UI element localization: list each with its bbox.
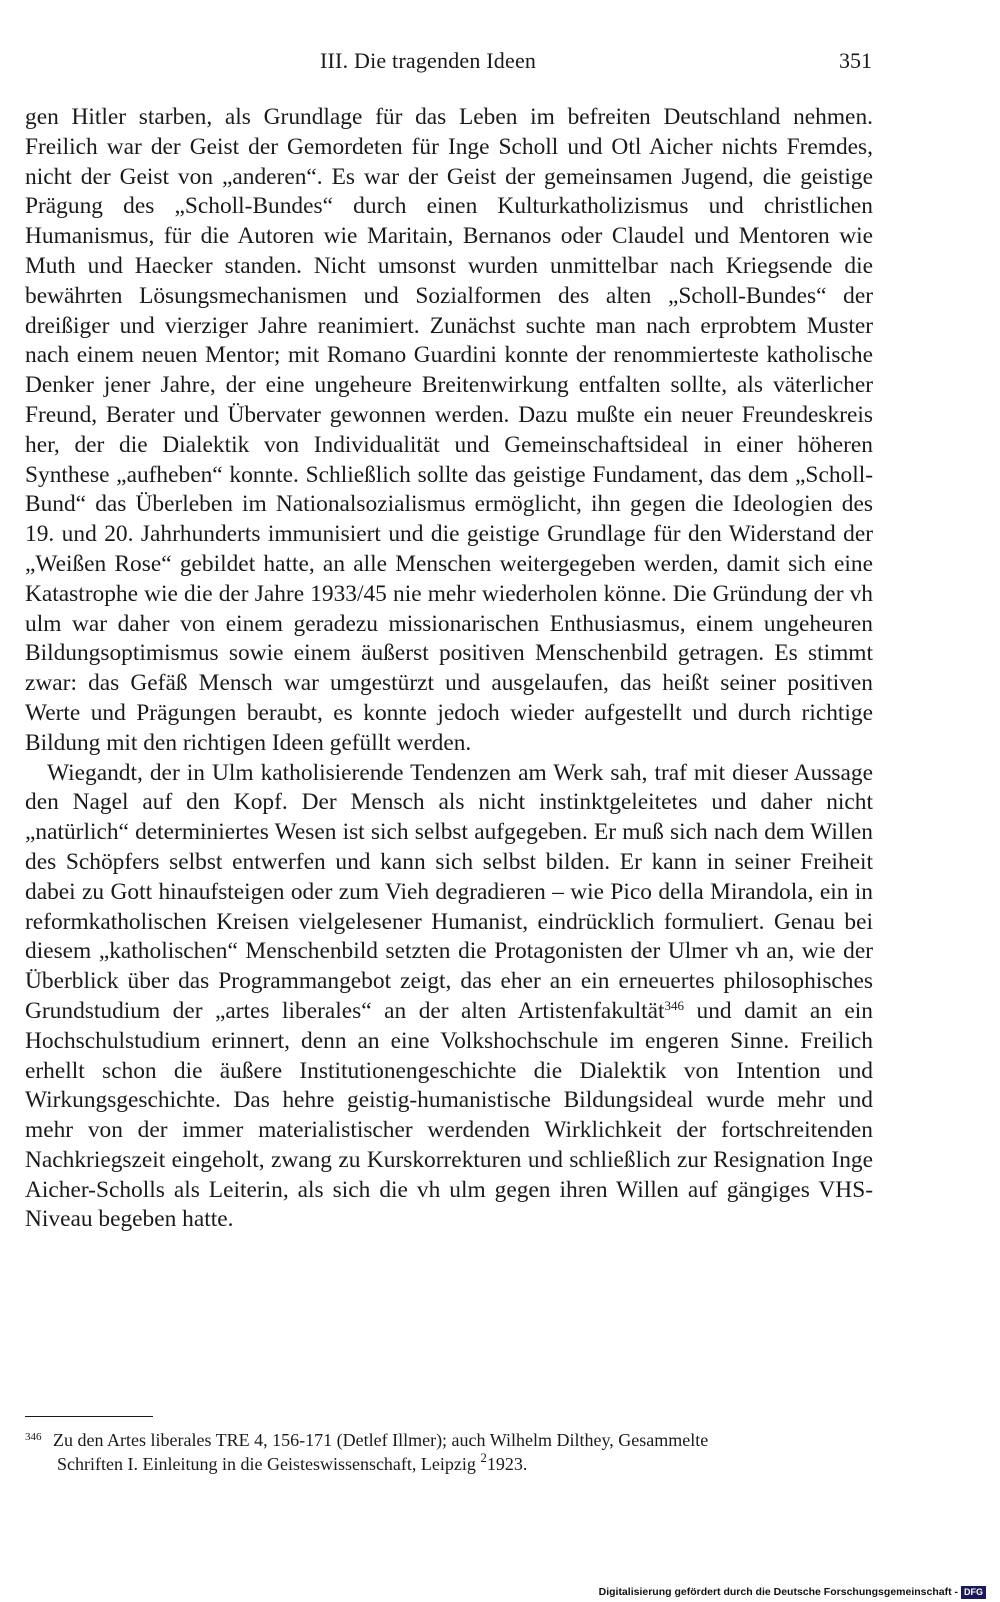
footnote-line-2-text: Schriften I. Einleitung in die Geisteswissenschaft, Leipzig — [57, 1454, 481, 1474]
paragraph-1: gen Hitler starben, als Grundlage für das Leben im befreiten Deutschland nehmen. Freilich war der Geist der Gemordeten für Inge Scholl und Otl Aicher nichts Fremdes, nicht der Geist von „anderen“. Es war der Geist der gemeinsamen Jugend, die geistige Prägung des „Scholl-Bundes“ durch einen Kulturkatholizismus und christlichen Humanismus, für die Autoren wie Maritain, Bernanos oder Claudel und Mentoren wie Muth und Haecker standen. Nicht umsonst wurden unmittelbar nach Kriegsende die bewährten Lösungsmechanismen und Sozialformen des alten „Scholl-Bundes“ der dreißiger und vierziger Jahre reanimiert. Zunächst suchte man nach erprobtem Muster nach einem neuen Mentor; mit Romano Guardini konnte der renommierteste katholische Denker jener Jahre, der eine ungeheure Breitenwirkung entfalten sollte, als väterlicher Freund, Berater und Übervater gewonnen werden. Dazu mußte ein neuer Freundeskreis her, der die Dialektik von Individualität und Gemeinschaftsideal in einer höheren Synthese „aufheben“ konnte. Schließlich sollte das geistige Fundament, das dem „Scholl-Bund“ das Überleben im Nationalsozialismus ermöglicht, ihn gegen die Ideologien des 19. und 20. Jahrhunderts immunisiert und die geistige Grundlage für den Widerstand der „Weißen Rose“ gebildet hatte, an alle Menschen weitergegeben werden, damit sich eine Katastrophe wie die der Jahre 1933/45 nie mehr wiederholen könne. Die Gründung der vh ulm war daher von einem geradezu missionarischen Enthusiasmus, einem ungeheuren Bildungsoptimismus sowie einem äußerst positiven Menschenbild getragen. Es stimmt zwar: das Gefäß Mensch war umgestürzt und ausgelaufen, das heißt seiner positiven Werte und Prägungen beraubt, es konnte jedoch wieder aufgestellt und durch richtige Bildung mit den richtigen Ideen gefüllt werden. — [25, 104, 873, 756]
footnote-separator — [25, 1416, 153, 1417]
page-header — [0, 44, 1000, 78]
footnote-line-1: Zu den Artes liberales TRE 4, 156-171 (Detlef Illmer); auch Wilhelm Dilthey, Gesammelte — [53, 1430, 709, 1450]
footnote-reference[interactable]: 346 — [664, 997, 685, 1013]
paragraph-2-text-start: Wiegandt, der in Ulm katholisierende Tendenzen am Werk sah, traf mit dieser Aussage den Nagel auf den Kopf. Der Mensch als nicht instinktgeleitetes und daher nicht „natürlich“ determiniertes Wesen ist sich selbst aufgegeben. Er muß sich nach dem Willen des Schöpfers selbst entwerfen und kann sich selbst bilden. Er kann in seiner Freiheit dabei zu Gott hinaufsteigen oder zum Vieh degradieren – wie Pico della Mirandola, ein in reformkatholischen Kreisen vielgelesener Humanist, eindrücklich formuliert. Genau bei diesem „katholischen“ Menschenbild setzten die Protagonisten der Ulmer vh an, wie der Überblick über das Programmangebot zeigt, das eher an ein erneuertes philosophisches Grundstudium der „artes liberales“ an der alten Artistenfakultät — [25, 759, 873, 1024]
credit-text: Digitalisierung gefördert durch die Deutsche Forschungsgemeinschaft - — [598, 1586, 958, 1598]
footnote-line-2-year: 1923. — [486, 1454, 528, 1474]
dfg-logo: DFG — [961, 1586, 986, 1599]
digitization-credit — [599, 1584, 986, 1600]
paragraph-2 — [25, 759, 873, 1236]
footnote-line-2 — [25, 1452, 873, 1476]
paragraph-2-text-end: und damit an ein Hochschulstudium erinnert, denn an eine Volkshochschule im engeren Sinne. Freilich erhellt schon die äußere Institutionengeschichte die Dialektik von Intention und Wirkungsgeschichte. Das hehre geistig-humanistische Bildungsideal wurde mehr und mehr von der immer materialistischer werdenden Wirklichkeit der fortschreitenden Nachkriegszeit eingeholt, zwang zu Kurskorrekturen und schließlich zur Resignation Inge Aicher-Scholls als Leiterin, als sich die vh ulm gegen ihren Willen auf gängiges VHS-Niveau begeben hatte. — [25, 997, 873, 1233]
page-number: 351 — [839, 48, 872, 73]
footnote-edition-superscript: 2 — [480, 1450, 487, 1465]
body-text — [25, 103, 873, 1235]
running-head: III. Die tragenden Ideen — [320, 48, 537, 73]
footnote: 346 Zu den Artes liberales TRE 4, 156-171 (Detlef Illmer); auch Wilhelm Dilthey, Gesammelte Schriften I. Einleitung in die Geisteswissenschaft, Leipzig $^2$1923. — [25, 1428, 873, 1476]
